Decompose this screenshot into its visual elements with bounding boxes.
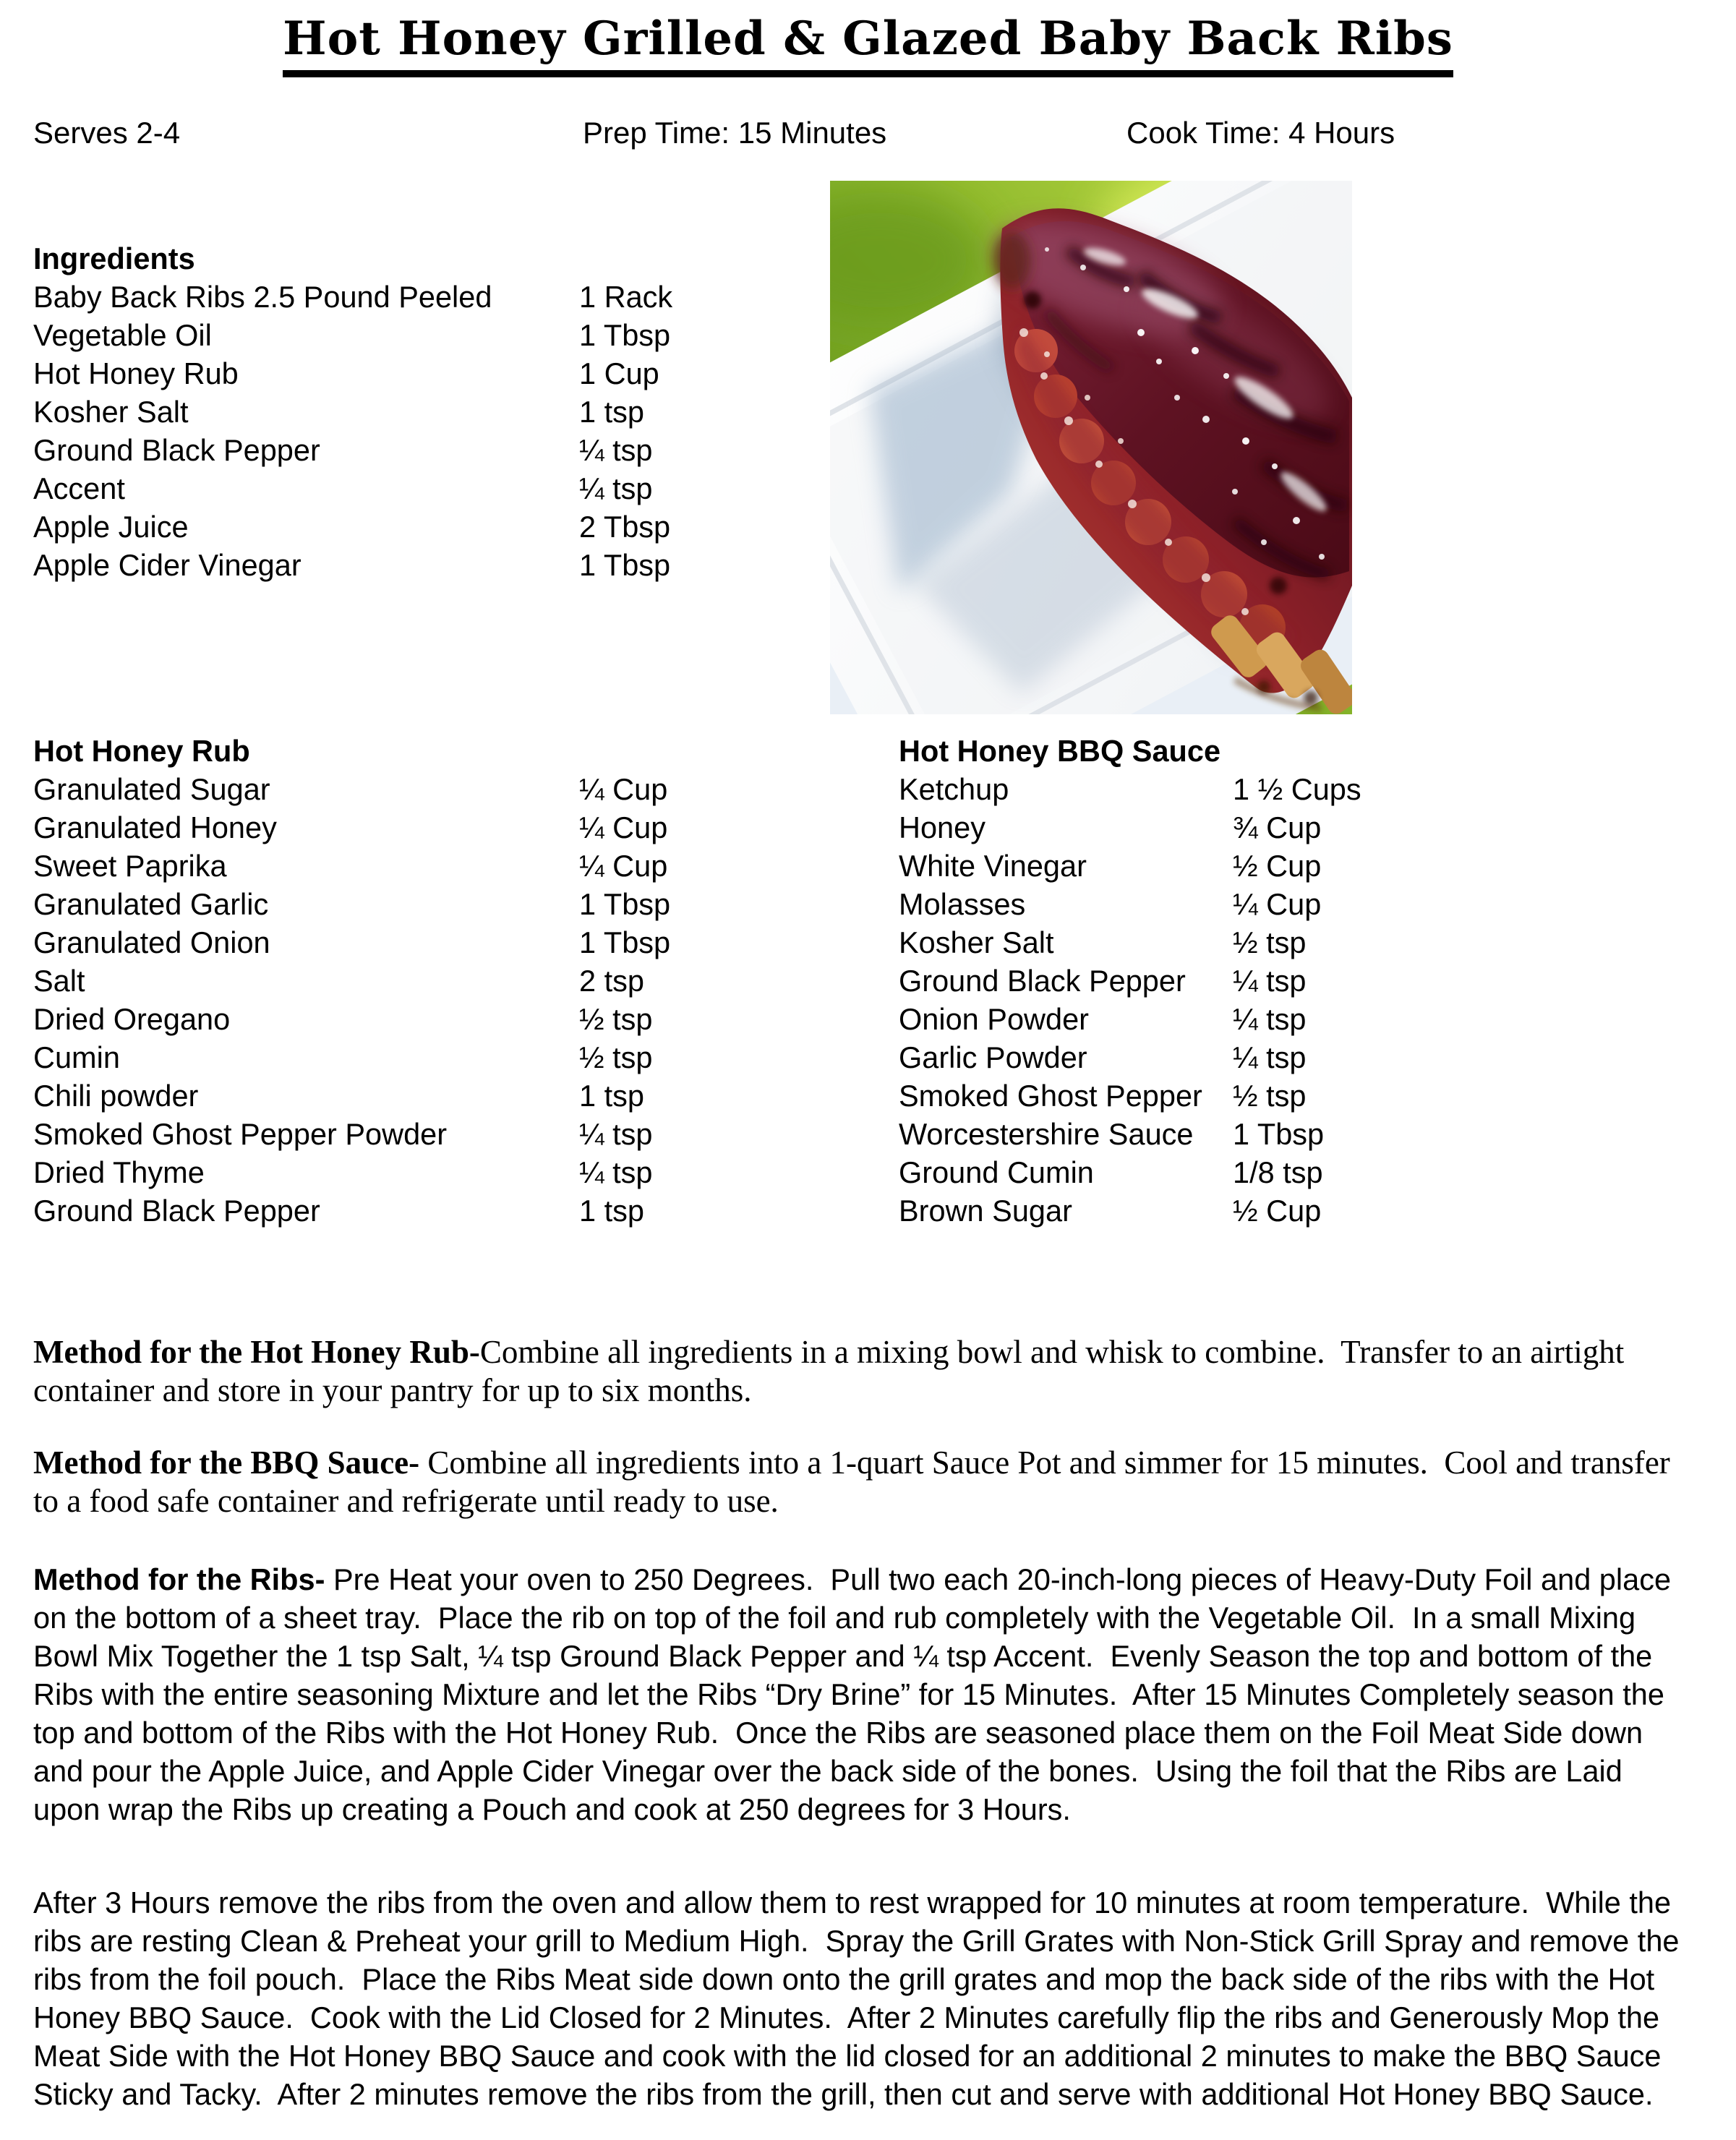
sauce-ingredient-name: Ketchup	[899, 772, 1009, 806]
sauce-row	[899, 962, 1361, 1000]
sauce-ingredient-name: Onion Powder	[899, 1002, 1089, 1036]
ingredient-amount: 2 Tbsp	[579, 510, 671, 544]
sauce-ingredient-name: Brown Sugar	[899, 1194, 1072, 1228]
rub-row	[33, 962, 670, 1000]
rub-ingredient-name: Granulated Garlic	[33, 887, 269, 921]
sauce-ingredient-amount: ¼ tsp	[1233, 1040, 1307, 1074]
rub-ingredient-amount: ½ tsp	[579, 1040, 653, 1074]
ingredients-heading: Ingredients	[33, 241, 195, 275]
grilling-text: After 3 Hours remove the ribs from the oven and allow them to rest wrapped for 10 minutes at room temperature. While the ribs are resting Clean & Preheat your grill to Medium High. Spray the Grill Grates with Non-Stick Grill Spray and remove the ribs from the foil pouch. Place the Ribs Meat side down onto the grill grates and mop the back side of the ribs with the Hot Honey BBQ Sauce. Cook with the Lid Closed for 2 Minutes. After 2 Minutes carefully flip the ribs and Generously Mop the Meat Side with the Hot Honey BBQ Sauce and cook with the lid closed for an additional 2 minutes to make the BBQ Sauce Sticky and Tacky. After 2 minutes remove the ribs from the grill, then cut and serve with additional Hot Honey BBQ Sauce.	[33, 1885, 1688, 2111]
ingredient-amount: ¼ tsp	[579, 471, 653, 505]
sauce-ingredient-amount: 1 Tbsp	[1233, 1117, 1325, 1151]
ingredient-name: Accent	[33, 471, 125, 505]
ingredient-name: Baby Back Ribs 2.5 Pound Peeled	[33, 280, 492, 314]
ingredient-row	[33, 469, 672, 508]
sauce-ingredient-amount: ½ Cup	[1233, 849, 1322, 883]
ingredient-row	[33, 431, 672, 469]
sauce-ingredient-amount: ¼ Cup	[1233, 887, 1322, 921]
ribs-photo	[830, 181, 1352, 714]
rub-ingredient-name: Granulated Sugar	[33, 772, 270, 806]
sauce-list	[899, 732, 1361, 1230]
ingredient-amount: 1 tsp	[579, 395, 644, 429]
rub-ingredient-name: Granulated Onion	[33, 925, 270, 959]
rub-ingredient-amount: 1 Tbsp	[579, 887, 671, 921]
rub-row	[33, 808, 670, 847]
rub-ingredient-name: Sweet Paprika	[33, 849, 227, 883]
ingredient-row	[33, 546, 672, 584]
rub-ingredient-name: Dried Thyme	[33, 1155, 205, 1189]
rub-ingredient-amount: ¼ Cup	[579, 849, 668, 883]
method-sauce-text: Combine all ingredients into a 1-quart Sauce Pot and simmer for 15 minutes. Cool and transfer to a food safe container and refrigerate until ready to use.	[33, 1444, 1679, 1519]
rub-ingredient-name: Dried Oregano	[33, 1002, 231, 1036]
sauce-ingredient-name: Ground Cumin	[899, 1155, 1094, 1189]
sauce-heading: Hot Honey BBQ Sauce	[899, 734, 1221, 768]
sauce-ingredient-amount: ¾ Cup	[1233, 810, 1322, 844]
sauce-ingredient-amount: 1/8 tsp	[1233, 1155, 1323, 1189]
sauce-ingredient-amount: ½ Cup	[1233, 1194, 1322, 1228]
serves-label: Serves 2-4	[33, 116, 181, 150]
ingredient-amount: ¼ tsp	[579, 433, 653, 467]
rub-ingredient-amount: ½ tsp	[579, 1002, 653, 1036]
ingredients-list	[33, 239, 672, 584]
title-row	[0, 12, 1736, 77]
prep-time-label: Prep Time: 15 Minutes	[583, 116, 887, 150]
sauce-row	[899, 1077, 1361, 1115]
ingredient-name: Ground Black Pepper	[33, 433, 320, 467]
ingredient-amount: 1 Rack	[579, 280, 673, 314]
method-ribs-label: Method for the Ribs-	[33, 1562, 325, 1596]
sauce-ingredient-name: Honey	[899, 810, 985, 844]
rub-ingredient-amount: ¼ tsp	[579, 1117, 653, 1151]
sauce-ingredient-amount: ¼ tsp	[1233, 1002, 1307, 1036]
rub-ingredient-amount: ¼ Cup	[579, 810, 668, 844]
rub-row	[33, 1115, 670, 1153]
rub-ingredient-name: Chili powder	[33, 1079, 199, 1113]
ingredient-name: Kosher Salt	[33, 395, 189, 429]
rub-row	[33, 1191, 670, 1230]
method-ribs-text: Pre Heat your oven to 250 Degrees. Pull two each 20-inch-long pieces of Heavy-Duty Foil and place on the bottom of a sheet tray. Place the rib on top of the foil and rub completely with the Vegetable Oil. In a small Mixing Bowl Mix Together the 1 tsp Salt, ¼ tsp Ground Black Pepper and ¼ tsp Accent. Evenly Season the top and bottom of the Ribs with the entire seasoning Mixture and let the Ribs “Dry Brine” for 15 Minutes. After 15 Minutes Completely season the top and bottom of the Ribs with the Hot Honey Rub. Once the Ribs are seasoned place them on the Foil Meat Side down and pour the Apple Juice, and Apple Cider Vinegar over the back side of the bones. Using the foil that the Ribs are Laid upon wrap the Ribs up creating a Pouch and cook at 250 degrees for 3 Hours.	[33, 1562, 1680, 1826]
rub-ingredient-name: Ground Black Pepper	[33, 1194, 320, 1228]
sauce-ingredient-name: White Vinegar	[899, 849, 1087, 883]
rub-row	[33, 847, 670, 885]
sauce-ingredient-amount: 1 ½ Cups	[1233, 772, 1361, 806]
grilling-paragraph	[33, 1883, 1690, 2113]
ingredient-name: Apple Juice	[33, 510, 189, 544]
rub-ingredient-amount: ¼ tsp	[579, 1155, 653, 1189]
rub-row	[33, 923, 670, 962]
sauce-row	[899, 1115, 1361, 1153]
rub-row	[33, 885, 670, 923]
sauce-row	[899, 1191, 1361, 1230]
rub-ingredient-amount: ¼ Cup	[579, 772, 668, 806]
sauce-row	[899, 885, 1361, 923]
sauce-row	[899, 770, 1361, 808]
rub-ingredient-name: Smoked Ghost Pepper Powder	[33, 1117, 448, 1151]
ingredient-row	[33, 508, 672, 546]
sauce-ingredient-name: Ground Black Pepper	[899, 964, 1186, 998]
rub-list	[33, 732, 670, 1230]
sauce-row	[899, 1038, 1361, 1077]
ingredient-amount: 1 Tbsp	[579, 548, 671, 582]
ingredient-row	[33, 393, 672, 431]
method-rub-label: Method for the Hot Honey Rub-	[33, 1334, 480, 1370]
ingredient-row	[33, 278, 672, 316]
rub-row	[33, 1077, 670, 1115]
sauce-row	[899, 1153, 1361, 1191]
sauce-ingredient-name: Garlic Powder	[899, 1040, 1087, 1074]
sauce-ingredient-amount: ½ tsp	[1233, 1079, 1307, 1113]
method-ribs-paragraph	[33, 1560, 1690, 1828]
page-title: Hot Honey Grilled & Glazed Baby Back Ribs	[283, 12, 1453, 77]
ingredient-amount: 1 Cup	[579, 356, 659, 390]
rub-ingredient-amount: 1 Tbsp	[579, 925, 671, 959]
rub-ingredient-name: Granulated Honey	[33, 810, 277, 844]
rub-row	[33, 1000, 670, 1038]
ingredient-name: Vegetable Oil	[33, 318, 212, 352]
ingredient-amount: 1 Tbsp	[579, 318, 671, 352]
sauce-ingredient-amount: ¼ tsp	[1233, 964, 1307, 998]
method-rub-text: Combine all ingredients in a mixing bowl and whisk to combine. Transfer to an airtight container and store in your pantry for up to six months.	[33, 1334, 1633, 1408]
rub-ingredient-amount: 1 tsp	[579, 1079, 644, 1113]
sauce-row	[899, 923, 1361, 962]
sauce-ingredient-name: Molasses	[899, 887, 1026, 921]
sauce-ingredient-name: Smoked Ghost Pepper	[899, 1079, 1202, 1113]
ingredient-row	[33, 354, 672, 393]
method-sauce-label: Method for the BBQ Sauce-	[33, 1444, 420, 1481]
rub-ingredient-name: Salt	[33, 964, 85, 998]
cook-time-label: Cook Time: 4 Hours	[1126, 116, 1395, 150]
sauce-ingredient-amount: ½ tsp	[1233, 925, 1307, 959]
rub-ingredient-name: Cumin	[33, 1040, 120, 1074]
method-sauce-paragraph	[33, 1444, 1690, 1520]
ingredient-name: Hot Honey Rub	[33, 356, 239, 390]
rub-row	[33, 1038, 670, 1077]
sauce-row	[899, 847, 1361, 885]
sauce-row	[899, 1000, 1361, 1038]
rub-row	[33, 770, 670, 808]
sauce-ingredient-name: Worcestershire Sauce	[899, 1117, 1194, 1151]
ingredient-row	[33, 316, 672, 354]
sauce-row	[899, 808, 1361, 847]
rub-row	[33, 1153, 670, 1191]
rub-heading: Hot Honey Rub	[33, 734, 250, 768]
rub-ingredient-amount: 1 tsp	[579, 1194, 644, 1228]
rub-ingredient-amount: 2 tsp	[579, 964, 644, 998]
method-rub-paragraph	[33, 1333, 1690, 1410]
ingredient-name: Apple Cider Vinegar	[33, 548, 302, 582]
sauce-ingredient-name: Kosher Salt	[899, 925, 1054, 959]
